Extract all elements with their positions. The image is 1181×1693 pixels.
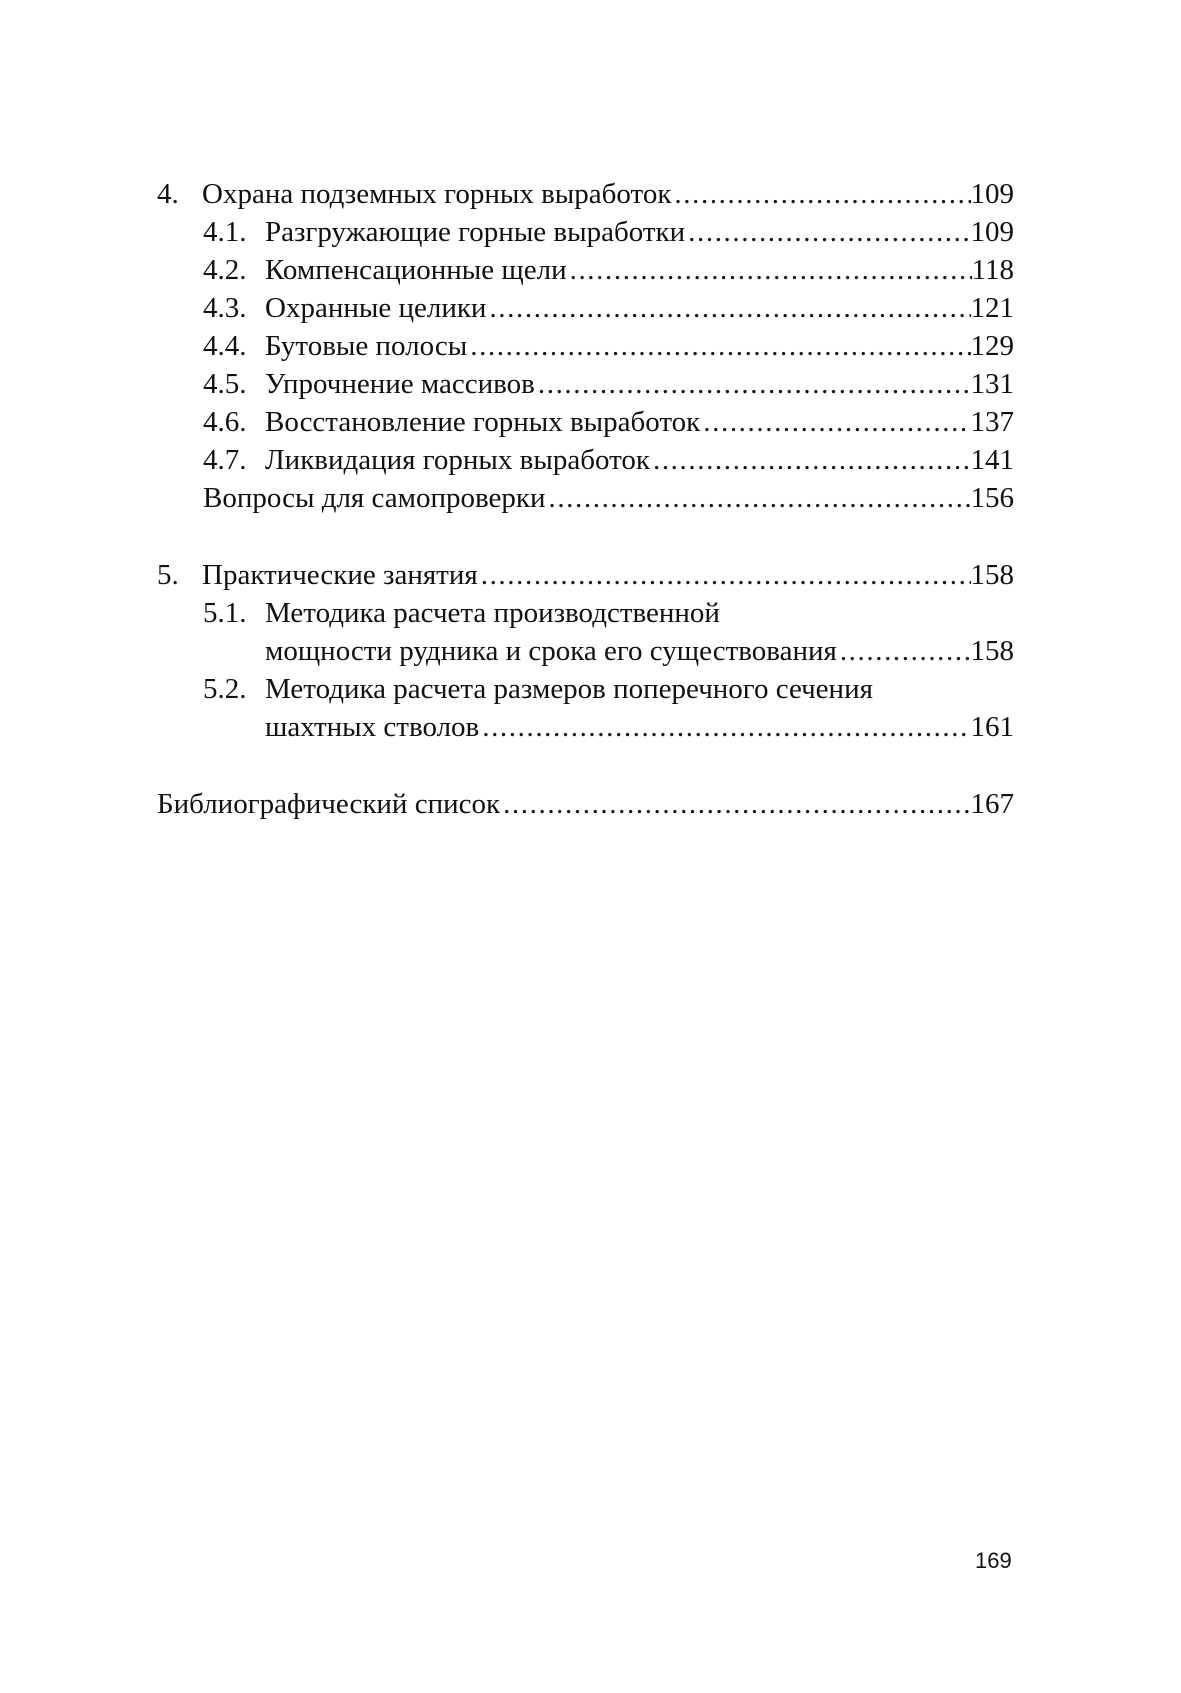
- toc-entry-4-2[interactable]: [157, 251, 1014, 289]
- toc-entry-title: Охрана подземных горных выработок: [202, 178, 672, 210]
- toc-entry-title-continued: шахтных стволов: [265, 711, 480, 743]
- toc-entry-page: 131: [970, 368, 1014, 400]
- toc-leader-dots: [486, 289, 970, 327]
- toc-leader-dots: [545, 479, 970, 517]
- toc-entry-5-1-line1[interactable]: [157, 594, 1014, 632]
- toc-entry-number: 5.: [157, 559, 179, 591]
- toc-entry-number: 4.: [157, 178, 179, 210]
- table-of-contents: [157, 175, 1014, 823]
- toc-entry-number: 4.7.: [203, 444, 247, 476]
- toc-entry-5-2-line2[interactable]: [157, 708, 1014, 746]
- toc-entry-chapter-5[interactable]: [157, 556, 1014, 594]
- toc-entry-5-1-line2[interactable]: [157, 632, 1014, 670]
- toc-entry-number: 4.6.: [203, 406, 247, 438]
- toc-entry-4-7[interactable]: [157, 441, 1014, 479]
- toc-entry-4-5[interactable]: [157, 365, 1014, 403]
- toc-entry-chapter-4[interactable]: [157, 175, 1014, 213]
- toc-entry-page: 118: [971, 254, 1014, 286]
- toc-entry-page: 156: [970, 482, 1014, 514]
- page-number: 169: [975, 1548, 1012, 1573]
- toc-entry-title: Бутовые полосы: [265, 330, 468, 362]
- toc-leader-dots: [535, 365, 971, 403]
- toc-entry-page: 109: [970, 216, 1014, 248]
- toc-entry-number: 4.5.: [203, 368, 247, 400]
- toc-entry-4-1[interactable]: [157, 213, 1014, 251]
- toc-entry-number: 4.3.: [203, 292, 247, 324]
- toc-entry-number: 5.2.: [203, 673, 247, 705]
- toc-entry-page: 129: [970, 330, 1014, 362]
- toc-entry-number: 4.1.: [203, 216, 247, 248]
- toc-leader-dots: [837, 632, 971, 670]
- toc-entry-bibliography[interactable]: [157, 785, 1014, 823]
- toc-leader-dots: [685, 213, 970, 251]
- toc-entry-page: 141: [970, 444, 1014, 476]
- toc-entry-title: Методика расчета размеров поперечного сечения: [265, 673, 873, 705]
- toc-leader-dots: [650, 441, 971, 479]
- toc-leader-dots: [567, 251, 972, 289]
- toc-entry-5-2-line1[interactable]: [157, 670, 1014, 708]
- toc-entry-page: 167: [970, 788, 1014, 820]
- toc-entry-4-3[interactable]: [157, 289, 1014, 327]
- toc-entry-4-4[interactable]: [157, 327, 1014, 365]
- toc-leader-dots: [671, 175, 970, 213]
- toc-entry-questions[interactable]: [157, 479, 1014, 517]
- toc-leader-dots: [478, 556, 971, 594]
- toc-entry-title: Практические занятия: [202, 559, 478, 591]
- toc-entry-page: 158: [970, 635, 1014, 667]
- toc-entry-page: 161: [970, 711, 1014, 743]
- toc-entry-4-6[interactable]: [157, 403, 1014, 441]
- toc-entry-number: 4.2.: [203, 254, 247, 286]
- toc-entry-title: Восстановление горных выработок: [265, 406, 701, 438]
- toc-entry-number: 5.1.: [203, 597, 247, 629]
- toc-entry-title: Разгружающие горные выработки: [265, 216, 686, 248]
- toc-leader-dots: [500, 785, 970, 823]
- toc-entry-title: Компенсационные щели: [265, 254, 567, 286]
- toc-entry-page: 158: [970, 559, 1014, 591]
- toc-entry-title: Библиографический список: [157, 788, 501, 820]
- toc-entry-title-continued: мощности рудника и срока его существования: [265, 635, 837, 667]
- toc-entry-page: 109: [970, 178, 1014, 210]
- toc-entry-title: Охранные целики: [265, 292, 487, 324]
- toc-entry-page: 137: [970, 406, 1014, 438]
- toc-entry-page: 121: [970, 292, 1014, 324]
- section-gap: [157, 746, 1014, 785]
- toc-leader-dots: [479, 708, 970, 746]
- toc-entry-title: Упрочнение массивов: [265, 368, 535, 400]
- toc-entry-title: Ликвидация горных выработок: [265, 444, 650, 476]
- toc-entry-number: 4.4.: [203, 330, 247, 362]
- toc-entry-title: Методика расчета производственной: [265, 597, 720, 629]
- toc-entry-title: Вопросы для самопроверки: [203, 482, 546, 514]
- toc-leader-dots: [700, 403, 970, 441]
- section-gap: [157, 517, 1014, 556]
- toc-leader-dots: [467, 327, 970, 365]
